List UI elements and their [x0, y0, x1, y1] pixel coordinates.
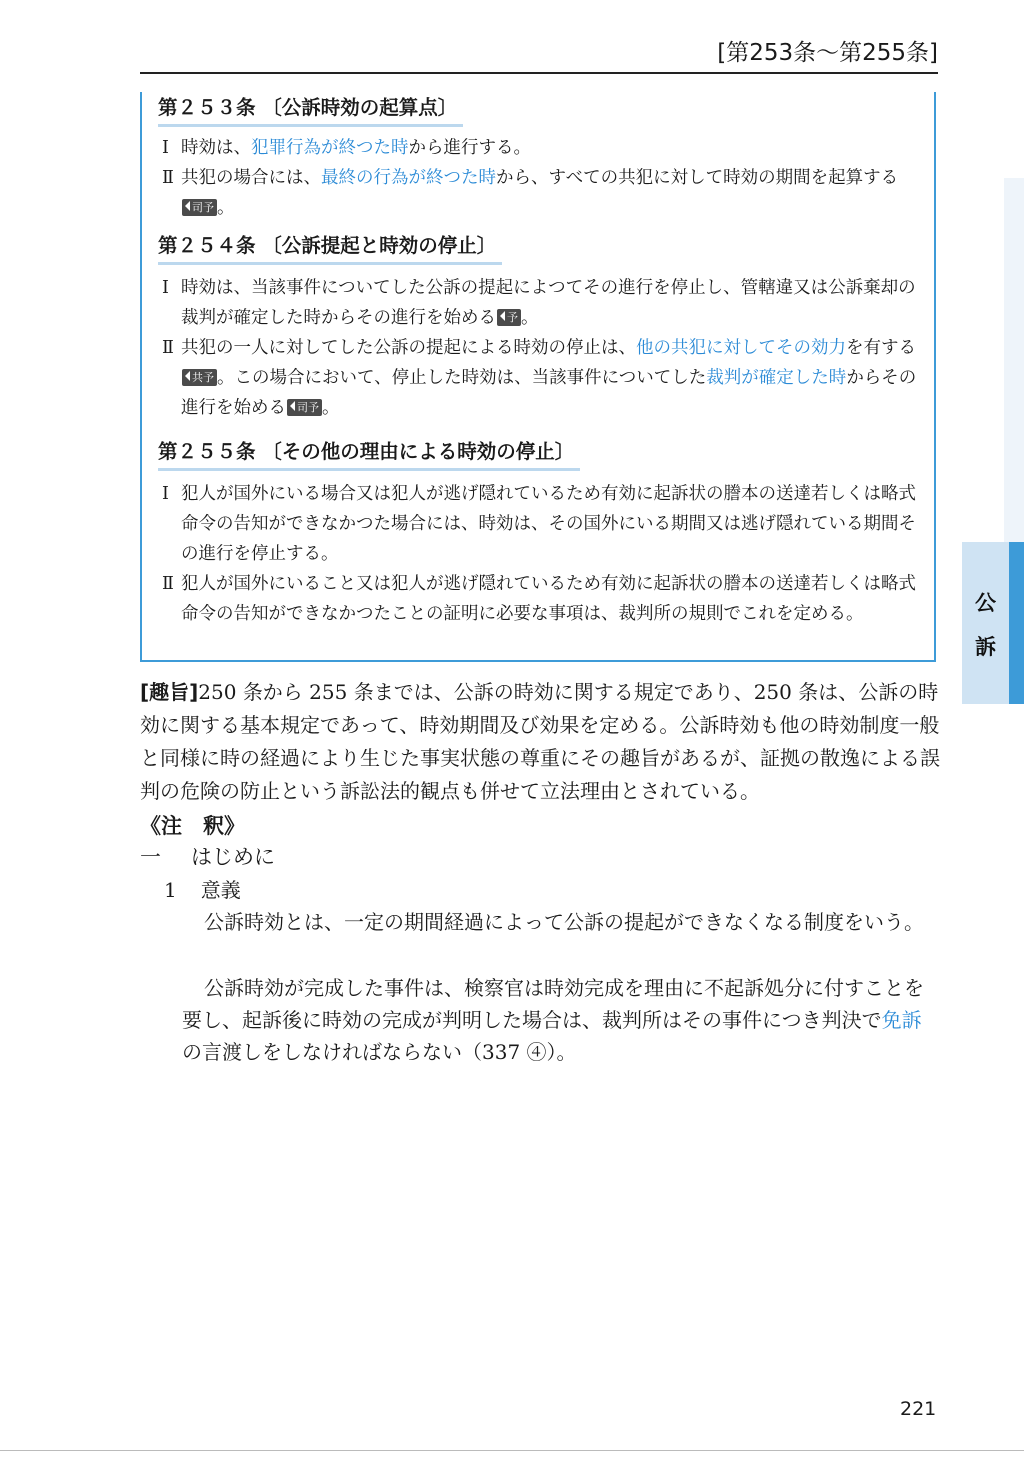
text-run: 。: [322, 398, 340, 418]
paragraph-text: [181, 163, 918, 223]
tab-char-1: 公: [975, 591, 996, 615]
subsection-number: 1: [164, 878, 177, 902]
article-title: 第２５４条 〔公訴提起と時効の停止〕: [158, 232, 502, 265]
paragraph-number: Ⅰ: [162, 138, 169, 158]
body-paragraph-1: 公訴時効とは、一定の期間経過によって公訴の提起ができなくなる制度をいう。: [204, 910, 924, 934]
paragraph-number: Ⅱ: [162, 338, 174, 358]
article-title: 第２５３条 〔公訴時効の起算点〕: [158, 94, 463, 127]
commentary-text: 250 条から 255 条までは、公訴の時効に関する規定であり、250 条は、公訴の時効に関する基本規定であって、時効期間及び効果を定める。公訴時効も他の時効制度一般と同様に時の経過により生じた事実状態の尊重にその趣旨があるが、証拠の散逸による誤判の危険の防止という訴訟法的観点も併せて立法理由とされている。: [140, 680, 940, 803]
paragraph-number: Ⅱ: [162, 574, 174, 594]
text-run: 犯人が国外にいること又は犯人が逃げ隠れているため有効に起訴状の謄本の送達若しくは略式命令の告知ができなかつたことの証明に必要な事項は、裁判所の規則でこれを定める。: [181, 574, 916, 624]
paragraph: [158, 333, 918, 423]
side-margin-strip: [1004, 178, 1024, 542]
highlighted-text: 犯罪行為が終つた時: [251, 138, 409, 158]
paragraph-number: Ⅰ: [162, 484, 169, 504]
paragraph-text: [181, 333, 918, 423]
text-run: 犯人が国外にいる場合又は犯人が逃げ隠れているため有効に起訴状の謄本の送達若しくは略式命令の告知ができなかつた場合には、時効は、その国外にいる期間又は逃げ隠れている期間その進行を停止する。: [181, 484, 916, 564]
paragraph: [158, 273, 918, 333]
highlighted-text: 他の共犯に対してその効力: [636, 338, 846, 358]
paragraph: [158, 163, 918, 223]
highlighted-text: 裁判が確定した時: [706, 368, 847, 388]
article-255: [158, 438, 918, 629]
exam-source-tag: 共予: [182, 369, 217, 386]
paragraph: [158, 569, 918, 629]
article-paragraphs: [158, 479, 918, 629]
purpose-commentary: [140, 676, 940, 808]
article-253: [158, 94, 918, 223]
section-title: はじめに: [191, 845, 275, 869]
paragraph-text: [181, 479, 918, 569]
subsection-heading: [164, 874, 241, 906]
text-run: 。: [217, 198, 235, 218]
text-run: 共犯の場合には、: [181, 168, 321, 188]
statute-box: [140, 92, 936, 662]
section-number: 一: [140, 845, 161, 869]
text-run: 共犯の一人に対してした公訴の提起による時効の停止は、: [181, 338, 636, 358]
text-run: 。この場合において、停止した時効は、当該事件についてした: [217, 368, 707, 388]
text-run: 時効は、: [181, 138, 251, 158]
text-run: 時効は、当該事件についてした公訴の提起によつてその進行を停止し、管轄違又は公訴棄却の裁判が確定した時からその進行を始める: [181, 278, 916, 328]
exam-source-tag: 司予: [287, 399, 322, 416]
paragraph: [158, 479, 918, 569]
exam-source-tag: 司予: [182, 199, 217, 216]
text-run: を有する: [846, 338, 916, 358]
paragraph: [158, 133, 918, 163]
text-run: 。: [521, 308, 539, 328]
text-run: からその進行を始める: [181, 368, 917, 418]
tab-accent-bar: [1009, 542, 1024, 704]
text-run: から、すべての共犯に対して時効の期間を起算する: [496, 168, 899, 188]
text-run: から進行する。: [408, 138, 531, 158]
paragraph-text: [181, 273, 918, 333]
article-paragraphs: [158, 133, 918, 223]
page-number: 221: [900, 1398, 937, 1420]
tab-char-2: 訴: [975, 635, 996, 659]
commentary-label: [趣旨]: [140, 680, 199, 704]
article-254: [158, 232, 918, 423]
paragraph-text: [181, 569, 918, 629]
paragraph-number: Ⅱ: [162, 168, 174, 188]
exam-source-tag: 予: [497, 309, 521, 326]
section-heading: [140, 841, 275, 873]
highlighted-text: 免訴: [881, 1008, 922, 1032]
running-header: [140, 36, 938, 74]
notes-heading: 《注 釈》: [140, 814, 245, 838]
paragraph-number: Ⅰ: [162, 278, 169, 298]
text-run: 公訴時効が完成した事件は、検察官は時効完成を理由に不起訴処分に付すことを要し、起訴後に時効の完成が判明した場合は、裁判所はその事件につき判決で: [182, 976, 924, 1032]
highlighted-text: 最終の行為が終つた時: [321, 168, 496, 188]
article-title: 第２５５条 〔その他の理由による時効の停止〕: [158, 438, 580, 471]
body-paragraph-2: [182, 972, 940, 1068]
text-run: の言渡しをしなければならない（337 ④）。: [182, 1040, 577, 1064]
running-title: [第253条〜第255条]: [717, 40, 938, 66]
subsection-title: 意義: [200, 878, 241, 902]
paragraph-text: [181, 133, 918, 163]
article-paragraphs: [158, 273, 918, 423]
section-index-tab: [962, 542, 1024, 704]
